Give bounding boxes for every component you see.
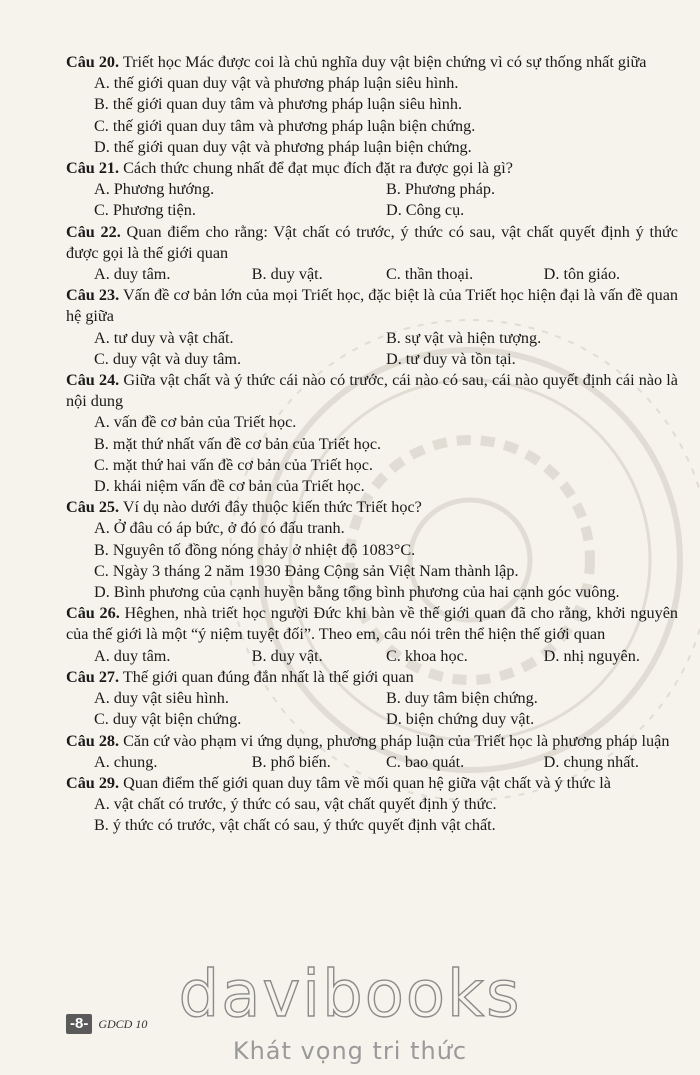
question — [66, 370, 678, 497]
answer-option: D. khái niệm vấn đề cơ bản của Triết học. — [94, 477, 365, 496]
question-stem — [66, 222, 678, 264]
answer-options — [66, 73, 678, 158]
answer-option: B. ý thức có trước, vật chất có sau, ý thức quyết định vật chất. — [94, 816, 496, 835]
question — [66, 731, 678, 773]
answer-option: B. Phương pháp. — [386, 180, 496, 199]
question-text: Cách thức chung nhất để đạt mục đích đặt ra được gọi là gì? — [119, 159, 513, 178]
question — [66, 285, 678, 370]
answer-option: D. nhị nguyên. — [543, 646, 640, 665]
question-number: Câu 28. — [66, 731, 120, 750]
watermark-tagline: Khát vọng tri thức — [232, 1037, 468, 1065]
question-number: Câu 20. — [66, 53, 120, 71]
question-stem — [66, 773, 678, 794]
watermark-brand: davibooks — [178, 958, 522, 1032]
answer-option: D. biện chứng duy vật. — [386, 710, 535, 729]
answer-option: D. Bình phương của cạnh huyền bằng tổng bình phương của hai cạnh góc vuông. — [94, 583, 620, 602]
answer-option: D. tư duy và tồn tại. — [386, 349, 516, 368]
question — [66, 773, 678, 837]
question-list — [66, 52, 678, 837]
answer-options — [66, 328, 678, 370]
question — [66, 52, 678, 158]
question-text: Quan điểm cho rằng: Vật chất có trước, ý thức có sau, vật chất quyết định ý thức được gọi là thế giới quan — [66, 222, 678, 262]
answer-options — [66, 646, 678, 667]
answer-option: A. duy tâm. — [94, 646, 171, 665]
page-footer — [66, 1014, 147, 1034]
book-label: GDCD 10 — [98, 1016, 148, 1031]
answer-options — [66, 794, 678, 836]
question-stem — [66, 158, 678, 179]
answer-options — [66, 518, 678, 603]
question-text: Quan điểm thế giới quan duy tâm về mối quan hệ giữa vật chất và ý thức là — [119, 773, 611, 792]
question-text: Ví dụ nào dưới đây thuộc kiến thức Triết học? — [119, 498, 422, 517]
question — [66, 667, 678, 731]
answer-option: C. duy vật biện chứng. — [94, 710, 242, 729]
answer-option: B. duy tâm biện chứng. — [386, 689, 538, 708]
question-stem — [66, 731, 678, 752]
answer-option: C. thần thoại. — [385, 265, 474, 284]
answer-option: A. chung. — [94, 752, 158, 771]
question-number: Câu 29. — [66, 773, 120, 792]
answer-option: A. thế giới quan duy vật và phương pháp luận siêu hình. — [94, 74, 459, 93]
answer-option: B. sự vật và hiện tượng. — [386, 328, 542, 347]
answer-option: A. vấn đề cơ bản của Triết học. — [94, 413, 297, 432]
answer-options — [66, 752, 678, 773]
question-number: Câu 26. — [66, 604, 120, 623]
question-number: Câu 27. — [66, 667, 120, 686]
answer-option: A. vật chất có trước, ý thức có sau, vật chất quyết định ý thức. — [94, 795, 497, 814]
question-stem — [66, 497, 678, 518]
answer-option: C. Ngày 3 tháng 2 năm 1930 Đảng Cộng sản Việt Nam thành lập. — [94, 561, 519, 580]
answer-options — [66, 179, 678, 221]
question-stem — [66, 370, 678, 412]
answer-option: C. khoa học. — [385, 646, 468, 665]
answer-option: D. thế giới quan duy vật và phương pháp luận biện chứng. — [94, 137, 472, 156]
question — [66, 222, 678, 286]
question — [66, 497, 678, 603]
question-stem — [66, 603, 678, 645]
answer-option: C. duy vật và duy tâm. — [94, 349, 242, 368]
answer-option: B. duy vật. — [251, 265, 323, 284]
question — [66, 603, 678, 667]
question-text: Thế giới quan đúng đắn nhất là thế giới quan — [119, 667, 414, 686]
answer-option: C. bao quát. — [385, 752, 465, 771]
answer-option: C. mặt thứ hai vấn đề cơ bản của Triết học. — [94, 455, 373, 474]
question-text: Hêghen, nhà triết học người Đức khi bàn về thế giới quan đã cho rằng, khởi nguyên của thế giới là một “ý niệm tuyệt đối”. Theo em, câu nói trên thể hiện thế giới quan — [66, 604, 678, 644]
answer-options — [66, 688, 678, 730]
page-number: -8- — [66, 1014, 92, 1034]
answer-options — [66, 264, 678, 285]
answer-option: B. phổ biến. — [251, 752, 331, 771]
question-stem — [66, 52, 678, 73]
answer-option: C. thế giới quan duy tâm và phương pháp luận biện chứng. — [94, 116, 476, 135]
answer-option: D. tôn giáo. — [543, 265, 621, 284]
answer-option: A. Phương hướng. — [94, 180, 215, 199]
answer-option: A. duy tâm. — [94, 265, 171, 284]
answer-option: B. duy vật. — [251, 646, 323, 665]
question — [66, 158, 678, 222]
answer-option: B. thế giới quan duy tâm và phương pháp luận siêu hình. — [94, 95, 463, 114]
question-text: Triết học Mác được coi là chủ nghĩa duy vật biện chứng vì có sự thống nhất giữa — [119, 53, 647, 71]
answer-option: D. chung nhất. — [543, 752, 639, 771]
answer-option: A. tư duy và vật chất. — [94, 328, 234, 347]
question-number: Câu 24. — [66, 371, 120, 390]
answer-option: B. mặt thứ nhất vấn đề cơ bản của Triết học. — [94, 434, 382, 453]
question-stem — [66, 285, 678, 327]
answer-option: B. Nguyên tố đồng nóng chảy ở nhiệt độ 1083°C. — [94, 540, 416, 559]
answer-option: D. Công cụ. — [386, 201, 465, 220]
question-stem — [66, 667, 678, 688]
question-number: Câu 23. — [66, 286, 120, 305]
question-number: Câu 22. — [66, 222, 121, 241]
question-text: Căn cứ vào phạm vi ứng dụng, phương pháp luận của Triết học là phương pháp luận — [119, 731, 670, 750]
question-number: Câu 25. — [66, 498, 120, 517]
answer-option: C. Phương tiện. — [94, 201, 196, 220]
question-text: Giữa vật chất và ý thức cái nào có trước, cái nào có sau, cái nào quyết định cái nào là nội dung — [66, 371, 678, 411]
answer-option: A. Ở đâu có áp bức, ở đó có đấu tranh. — [94, 519, 345, 538]
question-text: Vấn đề cơ bản lớn của mọi Triết học, đặc biệt là của Triết học hiện đại là vấn đề quan hệ giữa — [66, 286, 678, 326]
answer-option: A. duy vật siêu hình. — [94, 689, 229, 708]
answer-options — [66, 412, 678, 497]
question-number: Câu 21. — [66, 159, 120, 178]
